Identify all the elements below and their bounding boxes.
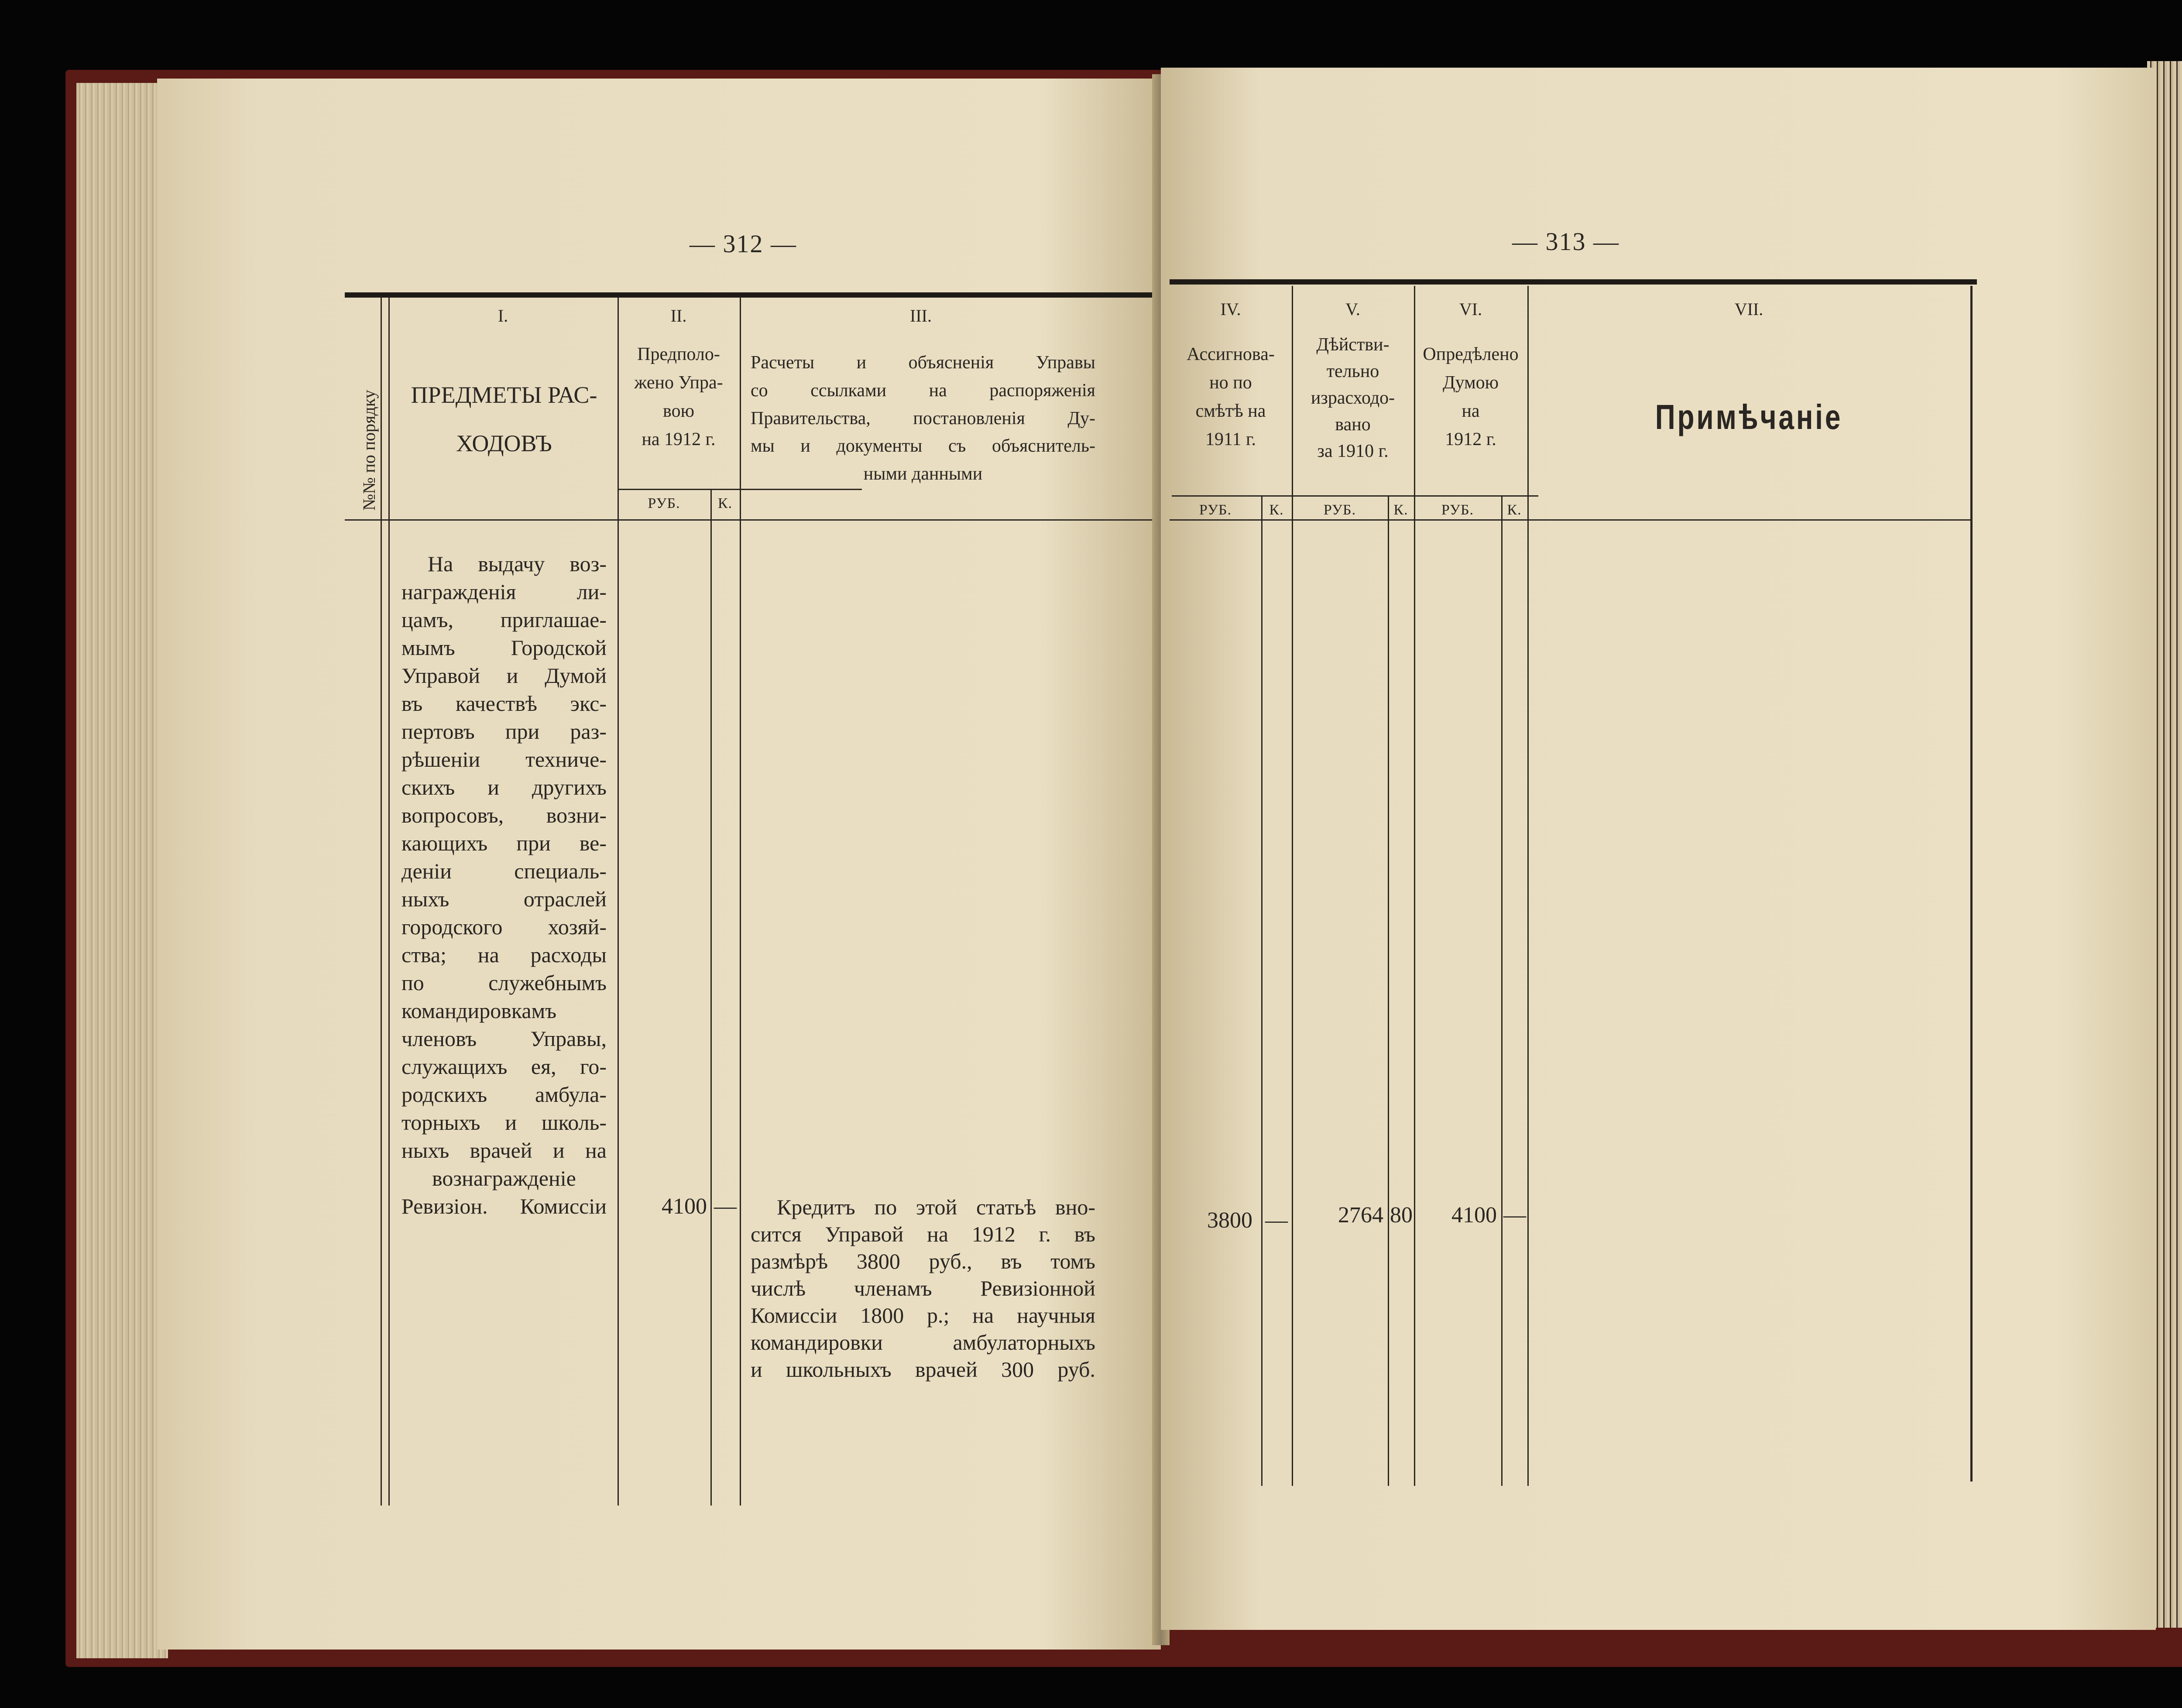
col-rule	[740, 297, 741, 1506]
col7-title: Примѣчаніе	[1655, 398, 1843, 436]
col-rule	[618, 297, 619, 1506]
left-page	[157, 79, 1161, 1650]
col6-kop-label: К.	[1507, 502, 1522, 518]
assigned-1911-rub: 3800	[1207, 1208, 1252, 1233]
col5-rub-label: РУБ.	[1323, 502, 1356, 518]
col1-title: ПРЕДМЕТЫ РАС-ХОДОВЪ	[411, 382, 597, 456]
col-rule	[1292, 286, 1293, 1486]
proposed-kop: —	[714, 1194, 737, 1219]
unit-rule	[1172, 495, 1538, 497]
col6-roman: VI.	[1459, 299, 1482, 319]
col2-rub-label: РУБ.	[648, 495, 680, 511]
col4-roman: IV.	[1220, 299, 1241, 319]
col5-kop-label: К.	[1393, 502, 1408, 518]
top-rule	[1170, 279, 1977, 285]
col2-kop-label: К.	[717, 495, 733, 511]
right-page	[1161, 68, 2156, 1630]
assigned-1911-kop: —	[1265, 1208, 1288, 1233]
spent-1910-rub: 2764	[1338, 1203, 1383, 1228]
col6-title: Опредѣлено Думою на 1912 г.	[1423, 344, 1519, 450]
determined-1912-rub: 4100	[1451, 1203, 1497, 1228]
col5-roman: V.	[1345, 299, 1360, 319]
col-rule	[1261, 495, 1263, 1486]
col7-roman: VII.	[1734, 299, 1763, 319]
proposed-rub: 4100	[662, 1194, 707, 1219]
col2-roman: II.	[670, 306, 687, 326]
col5-title: Дѣйстви- тельно израсходо- вано за 1910 г.	[1311, 335, 1395, 461]
page-edges-left	[76, 83, 168, 1658]
col-rule	[1527, 286, 1529, 1486]
col-rule	[388, 297, 390, 1506]
item-description: На выдачу воз- награжденія ли- цамъ, приглашае- мымъ Городской Управой и Думой въ качествѣ экс- пертовъ при раз- рѣшеніи техниче- скихъ и другихъ вопросовъ, возни- кающихъ при ве- деніи специаль- ныхъ отраслей городского хозяй- ства; на расходы по служебнымъ командировкамъ членовъ Управы, служащихъ ея, го- родскихъ амбула- торныхъ и школь- ныхъ врачей и на вознагражденіе Ревизіон. Комиссіи	[401, 552, 607, 1218]
header-bottom-rule	[1170, 519, 1970, 521]
col-rule	[710, 489, 712, 1506]
explanation-text: Кредитъ по этой статьѣ вно- сится Управой на 1912 г. въ размѣрѣ 3800 руб., въ томъ числѣ членамъ Ревизіонной Комиссіи 1800 р.; на научныя командировки амбулаторныхъ и школьныхъ врачей 300 руб.	[751, 1195, 1095, 1382]
page-number-left: — 312 —	[690, 230, 797, 258]
determined-1912-kop: —	[1503, 1203, 1526, 1228]
col-rule	[1501, 495, 1503, 1486]
col-rule	[1388, 495, 1389, 1486]
col3-roman: III.	[910, 306, 932, 326]
col3-title: Расчеты и объясненія Управы со ссылками на распоряженія Правительства, постановленія Ду- мы и документы съ объяснитель- ными данными	[751, 353, 1095, 484]
col-rule	[1414, 286, 1415, 1486]
col4-rub-label: РУБ.	[1199, 502, 1232, 518]
col1-roman: I.	[497, 306, 508, 326]
page-number-right: — 313 —	[1512, 227, 1619, 256]
spent-1910-kop: 80	[1390, 1203, 1413, 1228]
col4-title: Ассигнова- но по смѣтѣ на 1911 г.	[1187, 344, 1275, 450]
order-column-header: №№ по порядку	[359, 390, 379, 511]
col2-title: Предполо- жено Упра- вою на 1912 г.	[634, 344, 723, 450]
col-rule	[1970, 286, 1973, 1482]
col4-kop-label: К.	[1269, 502, 1284, 518]
col6-rub-label: РУБ.	[1441, 502, 1474, 518]
col-rule	[381, 297, 382, 1506]
